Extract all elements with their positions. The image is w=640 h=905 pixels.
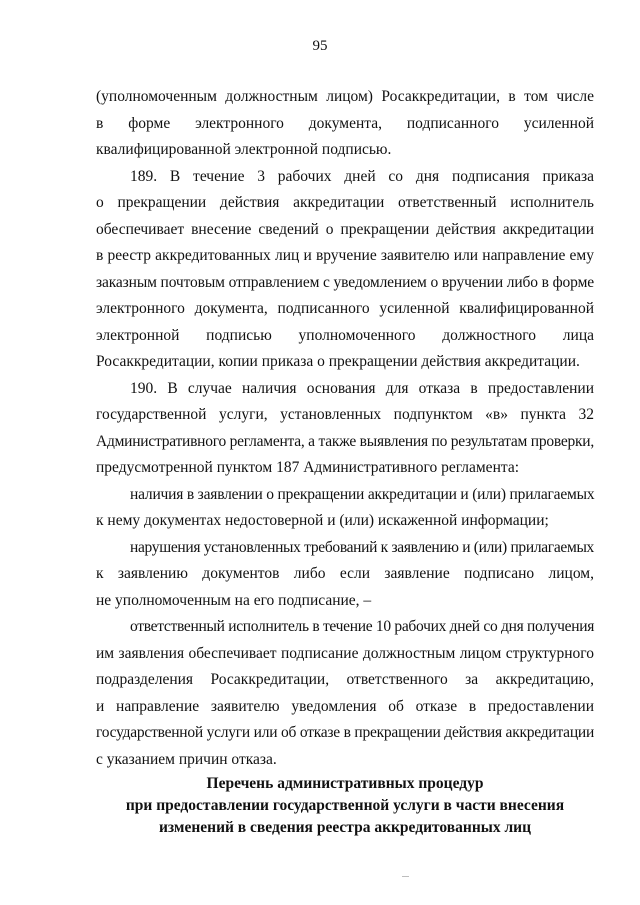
document-body (96, 84, 594, 773)
text-line: электронного документа, подписанного усиленной квалифицированной (96, 300, 594, 317)
scan-mark (402, 876, 409, 877)
text-line: Росаккредитации, копии приказа о прекращении действия аккредитации. (96, 353, 580, 370)
section-heading (96, 773, 594, 839)
paragraph-190-line: 190. В случае наличия основания для отказа в предоставлении (130, 379, 594, 397)
text-line: в реестр аккредитованных лиц и вручение заявителю или направление ему (96, 247, 594, 264)
heading-line: при предоставлении государственной услуги в части внесения (125, 797, 565, 814)
text-line: квалифицированной электронной подписью. (96, 141, 392, 158)
text-line: о прекращении действия аккредитации ответственный исполнитель (96, 194, 594, 211)
text-line: не уполномоченным на его подписание, – (96, 591, 372, 609)
text-line: ответственный исполнитель в течение 10 рабочих дней со дня получения (130, 618, 595, 635)
heading-line: изменений в сведения реестра аккредитованных лиц (158, 819, 532, 836)
heading-line: Перечень административных процедур (206, 775, 484, 792)
list-item-line: наличия в заявлении о прекращении аккредитации и (или) прилагаемых (130, 485, 595, 503)
text-line: государственной услуги, установленных подпунктом «в» пункта 32 (96, 406, 594, 423)
text-line: к заявлению документов либо если заявление подписано лицом, (96, 565, 594, 582)
text-line: им заявления обеспечивает подписание должностным лицом структурного (96, 644, 594, 662)
list-item-line: нарушения установленных требований к заявлению и (или) прилагаемых (130, 538, 594, 556)
text-line: предусмотренной пунктом 187 Административного регламента: (96, 459, 520, 476)
text-line: электронной подписью уполномоченного должностного лица (96, 326, 594, 344)
text-line: заказным почтовым отправлением с уведомлением о вручении либо в форме (96, 273, 594, 291)
paragraph-189-line: 189. В течение 3 рабочих дней со дня подписания приказа (130, 167, 594, 185)
text-line: и направление заявителю уведомления об отказе в предоставлении (96, 697, 594, 715)
text-line: подразделения Росаккредитации, ответственного за аккредитацию, (96, 671, 594, 688)
text-line: обеспечивает внесение сведений о прекращении действия аккредитации (96, 220, 594, 238)
text-line: Административного регламента, а также выявления по результатам проверки, (96, 432, 594, 450)
page-number: 95 (312, 38, 328, 54)
text-line: в форме электронного документа, подписанного усиленной (96, 114, 594, 132)
text-line: с указанием причин отказа. (96, 750, 277, 768)
text-line: к нему документах недостоверной и (или) искаженной информации; (96, 512, 549, 529)
text-line: государственной услуги или об отказе в прекращении действия аккредитации (96, 724, 594, 741)
text-line: (уполномоченным должностным лицом) Росаккредитации, в том числе (96, 88, 594, 105)
